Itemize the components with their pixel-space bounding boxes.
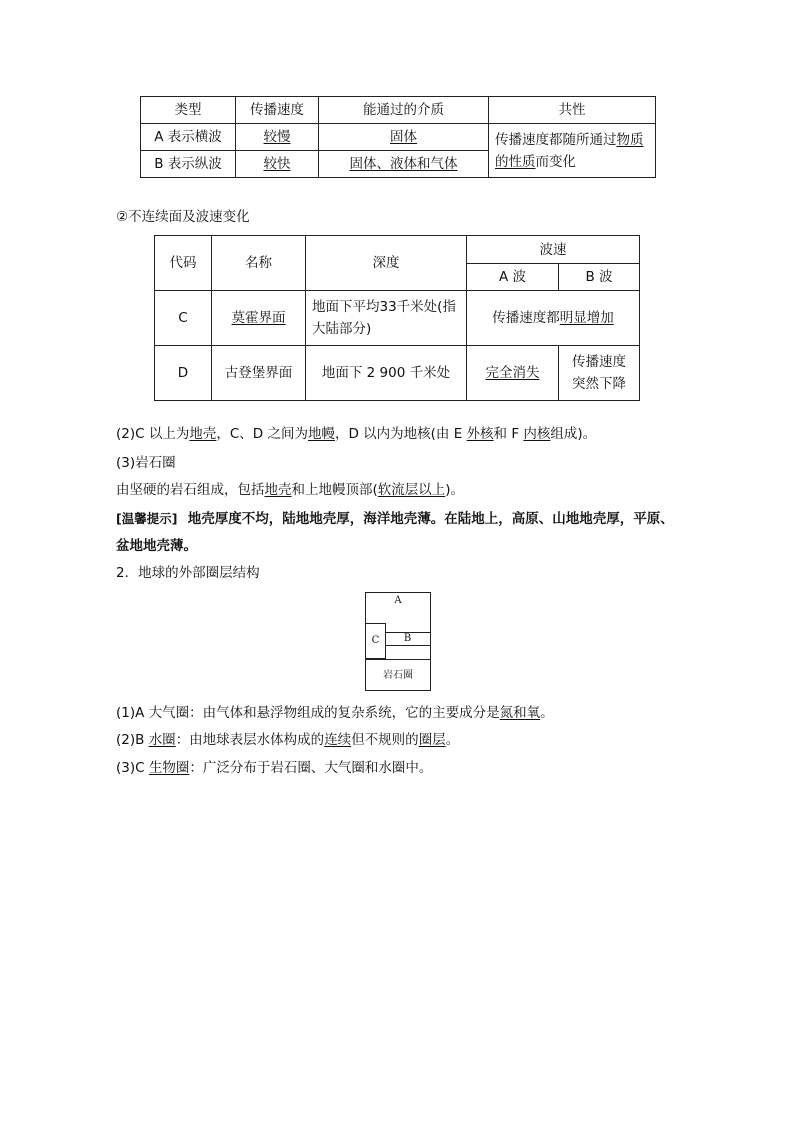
header-name: 名称 — [212, 236, 306, 291]
cell-depth: 地面下 2 900 千米处 — [306, 346, 467, 401]
paragraph-layers: (2)C 以上为地壳，C、D 之间为地幔，D 以内为地核(由 E 外核和 F 内核组成)。 — [116, 426, 597, 442]
header-type: 类型 — [141, 97, 236, 124]
paragraph-lithosphere-title: (3)岩石圈 — [116, 455, 176, 471]
cell-code: D — [155, 346, 212, 401]
tip-label: [温馨提示] — [116, 511, 178, 526]
lithosphere-divider — [366, 659, 430, 660]
cell-medium: 固体、液体和气体 — [319, 151, 489, 178]
paragraph-lithosphere: 由坚硬的岩石组成，包括地壳和上地幔顶部(软流层以上)。 — [116, 482, 465, 498]
section-title-outer: 2．地球的外部圈层结构 — [116, 565, 260, 581]
cell-type: B 表示纵波 — [141, 151, 236, 178]
header-code: 代码 — [155, 236, 212, 291]
wave-type-table — [140, 96, 656, 178]
tip-line-1: [温馨提示] 地壳厚度不均，陆地地壳厚，海洋地壳薄。在陆地上，高原、山地地壳厚，平原、 — [116, 511, 674, 527]
cell-a-wave: 完全消失 — [467, 346, 559, 401]
table-row — [155, 346, 640, 401]
header-depth: 深度 — [306, 236, 467, 291]
discontinuity-table — [154, 235, 640, 401]
cell-type: A 表示横波 — [141, 124, 236, 151]
label-b: B — [385, 632, 430, 646]
header-speed: 传播速度 — [236, 97, 319, 124]
outer-sphere-diagram — [365, 592, 431, 691]
label-a: A — [394, 595, 402, 606]
header-medium: 能通过的介质 — [319, 97, 489, 124]
item-biosphere: (3)C 生物圈：广泛分布于岩石圈、大气圈和水圈中。 — [116, 760, 433, 776]
cell-name: 莫霍界面 — [212, 291, 306, 346]
label-c: C — [366, 623, 386, 659]
cell-wave: 传播速度都明显增加 — [467, 291, 640, 346]
table-row — [155, 291, 640, 346]
table-row — [141, 124, 656, 151]
cell-depth: 地面下平均33千米处(指 大陆部分) — [306, 291, 467, 346]
cell-common: 传播速度都随所通过物质 的性质而变化 — [489, 124, 656, 178]
header-a-wave: A 波 — [467, 264, 559, 291]
header-common: 共性 — [489, 97, 656, 124]
item-hydrosphere: (2)B 水圈：由地球表层水体构成的连续但不规则的圈层。 — [116, 732, 460, 748]
cell-medium: 固体 — [319, 124, 489, 151]
cell-speed: 较快 — [236, 151, 319, 178]
header-wave-speed: 波速 — [467, 236, 640, 264]
label-lithosphere: 岩石圈 — [383, 670, 413, 681]
section-title-discontinuity: ②不连续面及波速变化 — [116, 209, 250, 225]
cell-speed: 较慢 — [236, 124, 319, 151]
item-atmosphere: (1)A 大气圈：由气体和悬浮物组成的复杂系统，它的主要成分是氮和氧。 — [116, 705, 554, 721]
cell-code: C — [155, 291, 212, 346]
cell-b-wave: 传播速度 突然下降 — [559, 346, 640, 401]
cell-name: 古登堡界面 — [212, 346, 306, 401]
tip-line-2: 盆地地壳薄。 — [116, 538, 197, 554]
header-b-wave: B 波 — [559, 264, 640, 291]
